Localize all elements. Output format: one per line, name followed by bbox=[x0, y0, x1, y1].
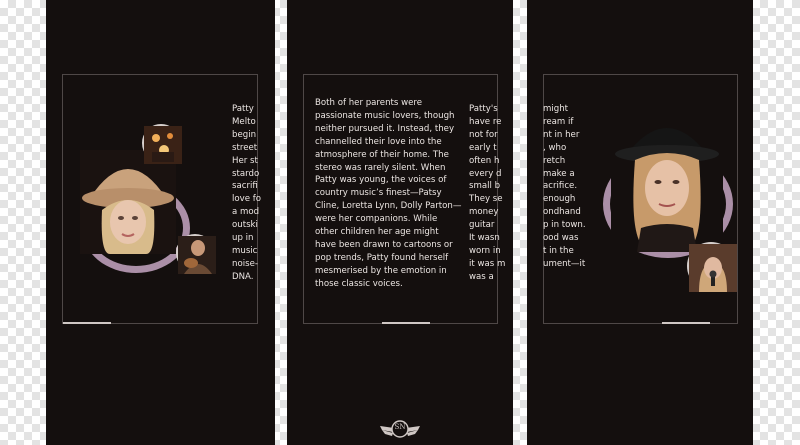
page-panel-3 bbox=[527, 0, 753, 445]
text-line: outski bbox=[232, 220, 258, 231]
logo-monogram: SN bbox=[394, 423, 406, 431]
text-line: p in town. bbox=[543, 220, 586, 231]
text-line: acrifice. bbox=[543, 181, 578, 192]
text-line: Melto bbox=[232, 116, 256, 127]
thumbnail-singer-microphone bbox=[687, 242, 735, 290]
text-line: music bbox=[232, 245, 258, 256]
text-line: money bbox=[469, 207, 499, 218]
text-line: ood was bbox=[543, 233, 579, 244]
text-line: noise- bbox=[232, 258, 258, 269]
text-line: mesmerised by the emotion in bbox=[315, 265, 447, 276]
text-line: ream if bbox=[543, 116, 574, 127]
brand-logo bbox=[378, 418, 422, 440]
text-line: not for bbox=[469, 129, 498, 140]
text-line: a mod bbox=[232, 207, 260, 218]
story-text-column bbox=[232, 103, 262, 303]
text-line: were her companions. While bbox=[315, 214, 438, 225]
text-line: t in the bbox=[543, 245, 574, 256]
text-line: Patty was young, the voices of bbox=[315, 175, 447, 186]
thumbnail-guitarist bbox=[176, 234, 214, 272]
text-line: those classic voices. bbox=[315, 278, 403, 289]
text-line: might bbox=[543, 104, 569, 114]
portrait-cowgirl-black-hat bbox=[611, 108, 723, 252]
thumbnail-stage-lights bbox=[142, 124, 180, 162]
text-line: stardo bbox=[232, 168, 260, 179]
text-line: have re bbox=[469, 116, 502, 127]
text-line: ondhand bbox=[543, 207, 581, 218]
text-line: it was m bbox=[469, 258, 506, 269]
page-panel-2 bbox=[287, 0, 513, 445]
text-line: early t bbox=[469, 142, 497, 153]
text-line: love fo bbox=[232, 194, 262, 205]
text-line: street bbox=[232, 142, 258, 153]
text-line: It wasn bbox=[469, 233, 500, 244]
text-line: channelled their love into the bbox=[315, 136, 442, 147]
text-line: guitar bbox=[469, 220, 495, 231]
text-line: , who bbox=[543, 142, 567, 153]
text-line: worn in bbox=[469, 245, 501, 256]
frame-accent bbox=[662, 322, 710, 324]
text-line: often h bbox=[469, 155, 500, 166]
text-line: pop trends, Patty found herself bbox=[315, 252, 449, 263]
text-line: country music’s finest—Patsy bbox=[315, 188, 442, 199]
text-line: They se bbox=[469, 194, 503, 205]
text-line: make a bbox=[543, 168, 575, 179]
text-line: other children her age might bbox=[315, 227, 439, 238]
text-line: Patty's bbox=[469, 104, 498, 114]
text-line: enough bbox=[543, 194, 576, 205]
text-line: up in bbox=[232, 233, 254, 244]
text-line: small b bbox=[469, 181, 501, 192]
text-line: nt in her bbox=[543, 129, 580, 140]
text-line: was a bbox=[469, 271, 494, 282]
text-line: retch bbox=[543, 155, 566, 166]
text-line: have been drawn to cartoons or bbox=[315, 239, 453, 250]
portrait-cowgirl-beige-hat bbox=[80, 150, 176, 254]
text-line: Her st bbox=[232, 155, 258, 166]
frame-accent bbox=[63, 322, 111, 324]
text-line: stereo was rarely silent. When bbox=[315, 162, 446, 173]
text-line: DNA. bbox=[232, 271, 254, 282]
text-line: atmosphere of their home. The bbox=[315, 149, 449, 160]
story-text-main bbox=[315, 97, 485, 307]
frame-accent bbox=[382, 322, 430, 324]
text-line: Patty bbox=[232, 104, 254, 114]
page-panel-1 bbox=[46, 0, 275, 445]
story-text-next-column bbox=[469, 103, 506, 298]
text-line: passionate music lovers, though bbox=[315, 110, 455, 121]
text-line: every d bbox=[469, 168, 502, 179]
text-line: begin bbox=[232, 129, 257, 140]
text-line: Both of her parents were bbox=[315, 98, 423, 108]
story-text-column bbox=[543, 103, 585, 293]
text-line: ument—it bbox=[543, 258, 586, 269]
text-line: Cline, Loretta Lynn, Dolly Parton— bbox=[315, 201, 462, 212]
text-line: sacrifi bbox=[232, 181, 258, 192]
text-line: neither pursued it. Instead, they bbox=[315, 123, 455, 134]
